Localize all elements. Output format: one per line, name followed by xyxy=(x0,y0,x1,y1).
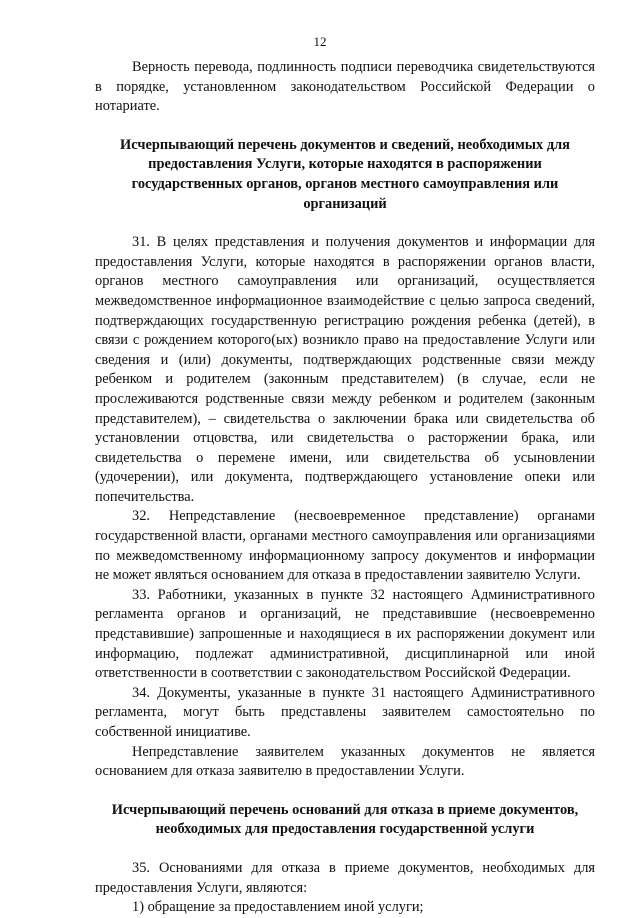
paragraph-33: 33. Работники, указанных в пункте 32 настоящего Административного регламента органов и организаций, не представившие (несвоевременно представившие) запрошенные и находящиеся в их распоряжении документ или информацию, подлежат административной, дисциплинарной или иной ответственности в соответствии с законодательством Российской Федерации. xyxy=(95,586,595,682)
document-body xyxy=(95,58,595,918)
paragraph-35-item-1: 1) обращение за предоставлением иной услуги; xyxy=(132,899,424,916)
section-heading-documents-list: Исчерпывающий перечень документов и сведений, необходимых для предоставления Услуги, которые находятся в распоряжении государственных органов, органов местного самоуправления или организаций xyxy=(120,136,570,212)
paragraph-35: 35. Основаниями для отказа в приеме документов, необходимых для предоставления Услуги, являются: xyxy=(95,859,595,896)
paragraph-34-note: Непредставление заявителем указанных документов не является основанием для отказа заявителю в предоставлении Услуги. xyxy=(95,743,595,780)
paragraph-notary-verification: Верность перевода, подлинность подписи переводчика свидетельствуются в порядке, установленном законодательством Российской Федерации о нотариате. xyxy=(95,59,595,115)
paragraph-34: 34. Документы, указанные в пункте 31 настоящего Административного регламента, могут быть представлены заявителем самостоятельно по собственной инициативе. xyxy=(95,684,595,740)
page-number: 12 xyxy=(313,34,327,49)
section-heading-refusal-grounds: Исчерпывающий перечень оснований для отказа в приеме документов, необходимых для предоставления государственной услуги xyxy=(111,801,579,838)
paragraph-31: 31. В целях представления и получения документов и информации для предоставления Услуги, которые находятся в распоряжении органов власти, органов местного самоуправления или организаций, осуществляется межведомственное информационное взаимодействие с целью запроса сведений, подтверждающих государственную регистрацию рождения ребенка (детей), в связи с рождением которого(ых) возникло право на предоставление Услуги или сведения и (или) документы, подтверждающих родственные связи между ребенком и родителем (законным представителем) (в случае, если не прослеживаются родственные связи между ребенком и родителем (законным представителем), – свидетельства о заключении брака или свидетельства об установлении отцовства, или свидетельства о расторжении брака, или свидетельства о перемене имени, или свидетельства об усыновлении (удочерении), или документа, подтверждающего установление опеки или попечительства. xyxy=(95,234,595,505)
paragraph-32: 32. Непредставление (несвоевременное представление) органами государственной власти, органами местного самоуправления или организациями по межведомственному информационному запросу документов и информации не может являться основанием для отказа в предоставлении заявителю Услуги. xyxy=(95,508,595,584)
